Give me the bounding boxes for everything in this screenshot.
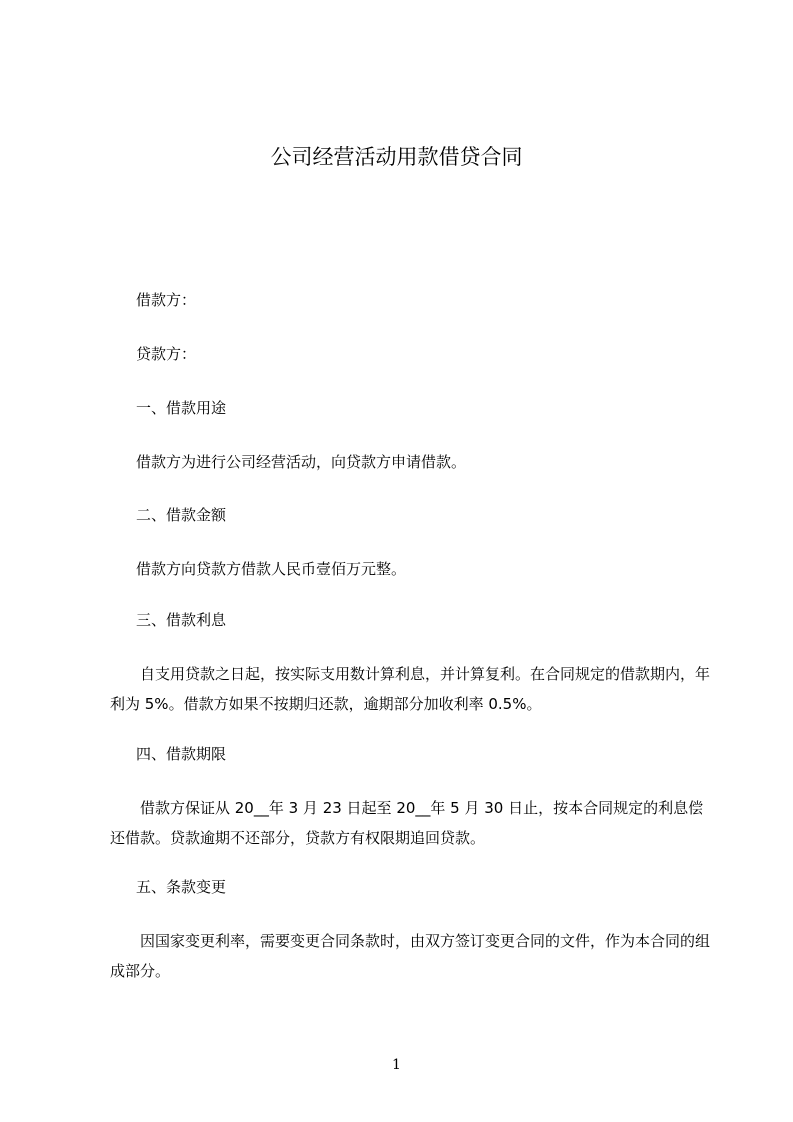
document-title: 公司经营活动用款借贷合同 [270,145,523,169]
lender-label: 贷款方： [136,345,197,363]
section-heading-term: 四、借款期限 [136,745,227,763]
section-body-interest: 自支用贷款之日起，按实际支用数计算利息，并计算复利。在合同规定的借款期内，年利为 5%。借款方如果不按期归还款，逾期部分加收利率 0.5%。 [110,665,711,713]
page-number: 1 [392,1057,401,1073]
section-heading-interest: 三、借款利息 [136,611,227,629]
section-heading-amendment: 五、条款变更 [136,878,227,896]
section-heading-amount: 二、借款金额 [136,506,227,524]
section-body-purpose: 借款方为进行公司经营活动，向贷款方申请借款。 [136,453,467,471]
section-heading-purpose: 一、借款用途 [136,399,227,417]
section-body-amendment: 因国家变更利率，需要变更合同条款时，由双方签订变更合同的文件，作为本合同的组成部分。 [110,932,711,980]
section-body-amount: 借款方向贷款方借款人民币壹佰万元整。 [136,560,407,578]
section-body-term: 借款方保证从 20__年 3 月 23 日起至 20__年 5 月 30 日止，按本合同规定的利息偿还借款。贷款逾期不还部分，贷款方有权限期追回贷款。 [110,799,704,847]
borrower-label: 借款方： [136,291,197,309]
